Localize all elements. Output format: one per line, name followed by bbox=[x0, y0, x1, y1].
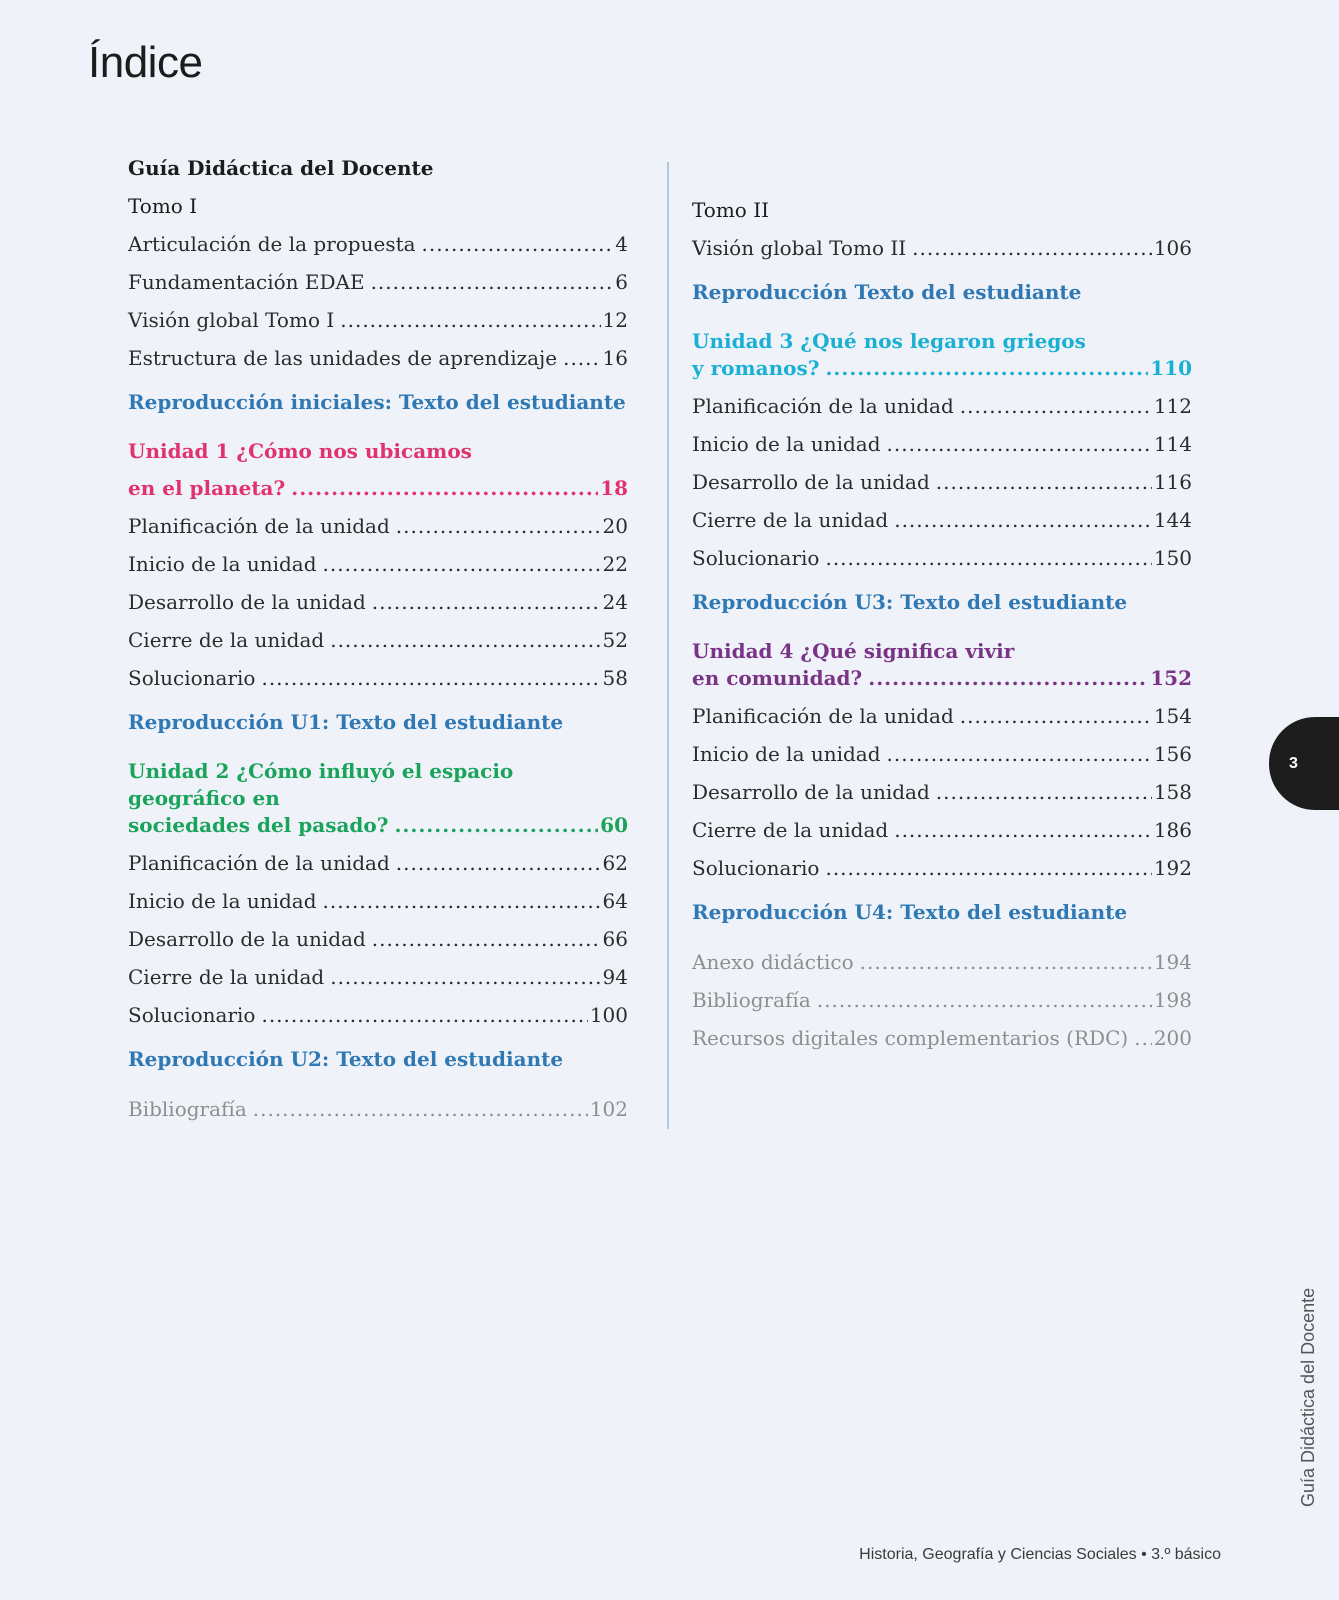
toc-entry[interactable] bbox=[128, 514, 628, 538]
entry-page: 66 bbox=[602, 927, 628, 951]
entry-label: Cierre de la unidad bbox=[128, 965, 325, 989]
toc-entry[interactable] bbox=[128, 927, 628, 951]
leader-dots bbox=[330, 965, 600, 989]
entry-label: Visión global Tomo I bbox=[128, 308, 335, 332]
entry-page: 150 bbox=[1153, 546, 1192, 570]
entry-page: 102 bbox=[589, 1097, 628, 1121]
unit-3-page: 110 bbox=[1150, 356, 1192, 380]
unit-4-line1: Unidad 4 ¿Qué significa vivir bbox=[692, 639, 1015, 663]
toc-entry-annex[interactable] bbox=[692, 1026, 1192, 1050]
leader-dots bbox=[894, 508, 1152, 532]
toc-entry[interactable] bbox=[128, 628, 628, 652]
entry-label: Inicio de la unidad bbox=[128, 889, 317, 913]
entry-label: Articulación de la propuesta bbox=[128, 232, 416, 256]
entry-label: Planificación de la unidad bbox=[692, 704, 954, 728]
toc-entry[interactable] bbox=[692, 546, 1192, 570]
entry-page: 116 bbox=[1153, 470, 1192, 494]
entry-page: 20 bbox=[602, 514, 628, 538]
entry-label: Cierre de la unidad bbox=[692, 818, 889, 842]
leader-dots bbox=[396, 514, 601, 538]
leader-dots bbox=[1134, 1026, 1152, 1050]
leader-dots bbox=[422, 232, 614, 256]
unit-4-title[interactable] bbox=[692, 638, 1192, 692]
entry-label: Solucionario bbox=[692, 856, 820, 880]
leader-dots bbox=[323, 889, 601, 913]
unit-1-line1: Unidad 1 ¿Cómo nos ubicamos bbox=[128, 439, 472, 463]
toc-entry[interactable] bbox=[128, 965, 628, 989]
entry-page: 156 bbox=[1153, 742, 1192, 766]
leader-dots bbox=[261, 666, 600, 690]
entry-label: Inicio de la unidad bbox=[692, 432, 881, 456]
entry-label: Solucionario bbox=[128, 1003, 256, 1027]
entry-page: 144 bbox=[1153, 508, 1192, 532]
leader-dots bbox=[860, 950, 1152, 974]
toc-entry[interactable] bbox=[692, 394, 1192, 418]
leader-dots bbox=[825, 546, 1151, 570]
toc-entry[interactable] bbox=[128, 1003, 628, 1027]
entry-page: 62 bbox=[602, 851, 628, 875]
entry-label: Planificación de la unidad bbox=[692, 394, 954, 418]
entry-label: Inicio de la unidad bbox=[692, 742, 881, 766]
entry-page: 58 bbox=[602, 666, 628, 690]
entry-page: 112 bbox=[1153, 394, 1192, 418]
toc-entry[interactable] bbox=[128, 270, 628, 294]
entry-page: 114 bbox=[1153, 432, 1192, 456]
entry-page: 22 bbox=[602, 552, 628, 576]
leader-dots bbox=[825, 355, 1148, 382]
unit-1-title[interactable] bbox=[128, 438, 628, 502]
toc-entry[interactable] bbox=[128, 346, 628, 370]
page-number-tab bbox=[1269, 717, 1339, 810]
toc-entry[interactable] bbox=[128, 552, 628, 576]
toc-entry[interactable] bbox=[128, 666, 628, 690]
page-footer: Historia, Geografía y Ciencias Sociales • 3.º básico bbox=[859, 1546, 1221, 1563]
leader-dots bbox=[253, 1097, 588, 1121]
entry-label: Planificación de la unidad bbox=[128, 851, 390, 875]
entry-label: Visión global Tomo II bbox=[692, 236, 907, 260]
entry-page: 106 bbox=[1153, 236, 1192, 260]
entry-page: 186 bbox=[1153, 818, 1192, 842]
entry-page: 100 bbox=[589, 1003, 628, 1027]
toc-left-column bbox=[128, 156, 628, 1121]
entry-label: Solucionario bbox=[692, 546, 820, 570]
unit-4-line2: en comunidad? bbox=[692, 666, 863, 690]
column-divider bbox=[667, 162, 669, 1129]
repro-u1-link[interactable]: Reproducción U1: Texto del estudiante bbox=[128, 710, 564, 734]
leader-dots bbox=[372, 590, 601, 614]
toc-entry-annex[interactable] bbox=[692, 950, 1192, 974]
entry-label: Recursos digitales complementarios (RDC) bbox=[692, 1026, 1129, 1050]
entry-page: 16 bbox=[602, 346, 628, 370]
leader-dots bbox=[936, 780, 1152, 804]
leader-dots bbox=[868, 665, 1148, 692]
leader-dots bbox=[825, 856, 1151, 880]
toc-entry[interactable] bbox=[128, 889, 628, 913]
entry-label: Cierre de la unidad bbox=[128, 628, 325, 652]
toc-entry[interactable] bbox=[692, 780, 1192, 804]
entry-label: Solucionario bbox=[128, 666, 256, 690]
page-number: 3 bbox=[1289, 754, 1298, 772]
leader-dots bbox=[340, 308, 600, 332]
entry-label: Anexo didáctico bbox=[692, 950, 854, 974]
entry-page: 64 bbox=[602, 889, 628, 913]
leader-dots bbox=[887, 742, 1152, 766]
repro-u3-link[interactable]: Reproducción U3: Texto del estudiante bbox=[692, 590, 1128, 614]
toc-entry[interactable] bbox=[692, 742, 1192, 766]
leader-dots bbox=[261, 1003, 587, 1027]
leader-dots bbox=[371, 270, 614, 294]
entry-page: 158 bbox=[1153, 780, 1192, 804]
entry-page: 194 bbox=[1153, 950, 1192, 974]
entry-page: 198 bbox=[1153, 988, 1192, 1012]
entry-label: Bibliografía bbox=[692, 988, 811, 1012]
unit-2-line2: sociedades del pasado? bbox=[128, 813, 389, 837]
unit-1-page: 18 bbox=[600, 476, 628, 500]
entry-page: 200 bbox=[1153, 1026, 1192, 1050]
toc-entry[interactable] bbox=[128, 590, 628, 614]
entry-label: Desarrollo de la unidad bbox=[692, 470, 930, 494]
entry-label: Cierre de la unidad bbox=[692, 508, 889, 532]
entry-label: Fundamentación EDAE bbox=[128, 270, 365, 294]
entry-label: Planificación de la unidad bbox=[128, 514, 390, 538]
toc-entry[interactable] bbox=[128, 232, 628, 256]
leader-dots bbox=[372, 927, 601, 951]
toc-entry[interactable] bbox=[692, 236, 1192, 260]
tomo-2-heading: Tomo II bbox=[692, 198, 769, 222]
unit-3-line1: Unidad 3 ¿Qué nos legaron griegos bbox=[692, 329, 1086, 353]
side-running-title: Guía Didáctica del Docente bbox=[1298, 1287, 1318, 1507]
toc-entry[interactable] bbox=[692, 704, 1192, 728]
leader-dots bbox=[323, 552, 601, 576]
toc-entry-bibliografia[interactable] bbox=[128, 1097, 628, 1121]
toc-entry[interactable] bbox=[128, 851, 628, 875]
entry-page: 6 bbox=[615, 270, 628, 294]
leader-dots bbox=[912, 236, 1152, 260]
unit-2-line1: Unidad 2 ¿Cómo influyó el espacio geográfico en bbox=[128, 759, 514, 810]
leader-dots bbox=[817, 988, 1152, 1012]
leader-dots bbox=[563, 346, 600, 370]
leader-dots bbox=[887, 432, 1152, 456]
toc-entry[interactable] bbox=[128, 308, 628, 332]
entry-page: 12 bbox=[602, 308, 628, 332]
repro-u4-link[interactable]: Reproducción U4: Texto del estudiante bbox=[692, 900, 1128, 924]
unit-2-title[interactable] bbox=[128, 758, 628, 839]
entry-label: Inicio de la unidad bbox=[128, 552, 317, 576]
tomo-1-heading: Tomo I bbox=[128, 194, 198, 218]
entry-page: 94 bbox=[602, 965, 628, 989]
leader-dots bbox=[394, 812, 598, 839]
leader-dots bbox=[291, 475, 598, 502]
entry-page: 154 bbox=[1153, 704, 1192, 728]
repro-texto-link[interactable]: Reproducción Texto del estudiante bbox=[692, 280, 1082, 304]
leader-dots bbox=[960, 394, 1152, 418]
toc-right-column bbox=[692, 198, 1192, 1050]
entry-label: Estructura de las unidades de aprendizaje bbox=[128, 346, 558, 370]
toc-entry[interactable] bbox=[692, 432, 1192, 456]
entry-label: Desarrollo de la unidad bbox=[128, 590, 366, 614]
guide-heading: Guía Didáctica del Docente bbox=[128, 156, 434, 180]
toc-entry[interactable] bbox=[692, 470, 1192, 494]
entry-page: 192 bbox=[1153, 856, 1192, 880]
entry-page: 52 bbox=[602, 628, 628, 652]
entry-label: Bibliografía bbox=[128, 1097, 247, 1121]
entry-page: 4 bbox=[615, 232, 628, 256]
entry-page: 24 bbox=[602, 590, 628, 614]
toc-entry-annex[interactable] bbox=[692, 988, 1192, 1012]
unit-3-title[interactable] bbox=[692, 328, 1192, 382]
unit-4-page: 152 bbox=[1150, 666, 1192, 690]
unit-2-page: 60 bbox=[600, 813, 628, 837]
entry-label: Desarrollo de la unidad bbox=[692, 780, 930, 804]
toc-entry[interactable] bbox=[692, 818, 1192, 842]
repro-u2-link[interactable]: Reproducción U2: Texto del estudiante bbox=[128, 1047, 564, 1071]
entry-label: Desarrollo de la unidad bbox=[128, 927, 366, 951]
leader-dots bbox=[396, 851, 601, 875]
toc-entry[interactable] bbox=[692, 508, 1192, 532]
leader-dots bbox=[960, 704, 1152, 728]
leader-dots bbox=[936, 470, 1152, 494]
leader-dots bbox=[894, 818, 1152, 842]
leader-dots bbox=[330, 628, 600, 652]
repro-iniciales-link[interactable]: Reproducción iniciales: Texto del estudiante bbox=[128, 390, 626, 414]
unit-1-line2: en el planeta? bbox=[128, 476, 286, 500]
page-title: Índice bbox=[88, 38, 203, 87]
unit-3-line2: y romanos? bbox=[692, 356, 820, 380]
toc-entry[interactable] bbox=[692, 856, 1192, 880]
